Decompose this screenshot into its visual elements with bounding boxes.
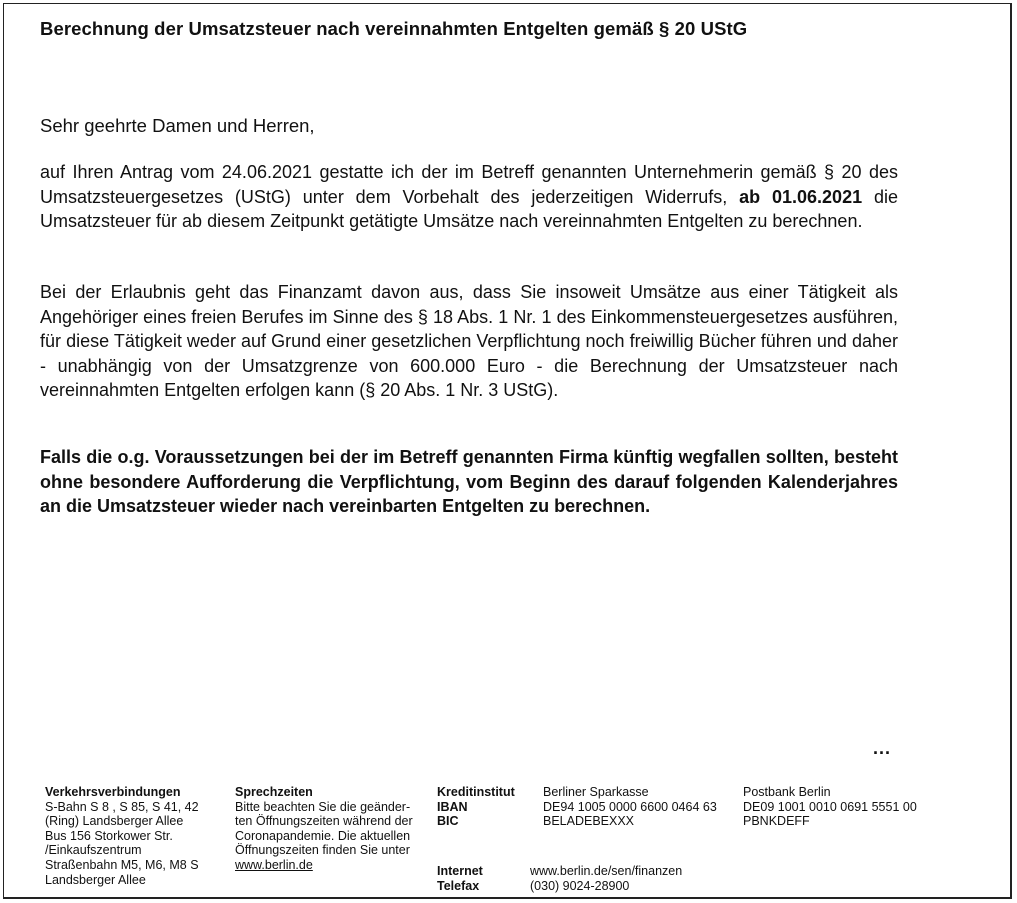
footer-bank-postbank	[743, 785, 917, 829]
footer-office-hours-line: ten Öffnungszeiten während der	[235, 814, 413, 829]
footer-contact-values	[530, 864, 682, 893]
footer-contact-labels	[437, 864, 483, 893]
footer-transport-line: Straßenbahn M5, M6, M8 S	[45, 857, 199, 872]
document-title: Berechnung der Umsatzsteuer nach vereinnahmten Entgelten gemäß § 20 UStG	[40, 18, 748, 39]
footer-bank-value: Postbank Berlin	[743, 785, 831, 799]
footer-bank-sparkasse	[543, 785, 717, 829]
footer-transport-line: S-Bahn S 8 , S 85, S 41, 42	[45, 799, 199, 814]
footer-transport-line: Bus 156 Storkower Str.	[45, 828, 173, 843]
footer-bank-value: DE94 1005 0000 6600 0464 63	[543, 799, 717, 814]
footer-bank-label: BIC	[437, 814, 459, 829]
paragraph-permission-text-a: auf Ihren Antrag vom 24.06.2021 gestatte ich der im Betreff genannten Unternehmerin gemäß § 20 des Umsatzsteuergesetzes (UStG) unter dem Vorbehalt des jederzeitigen Widerrufs,	[40, 162, 898, 207]
footer-fax: (030) 9024-28900	[530, 878, 630, 893]
footer-bank-labels	[437, 785, 515, 829]
paragraph-permission	[40, 160, 898, 234]
footer-contact-label: Telefax	[437, 878, 480, 893]
footer-bank-label: IBAN	[437, 799, 468, 814]
footer-office-hours-link[interactable]: www.berlin.de	[235, 857, 313, 872]
footer-office-hours-line: Öffnungszeiten finden Sie unter	[235, 843, 410, 858]
footer-transport	[45, 785, 220, 887]
footer-transport-heading: Verkehrsverbindungen	[45, 785, 181, 799]
footer-website[interactable]: www.berlin.de/sen/finanzen	[530, 864, 683, 878]
paragraph-conditions: Bei der Erlaubnis geht das Finanzamt davon aus, dass Sie insoweit Umsätze aus einer Tätigkeit als Angehöriger eines freien Berufes im Sinne des § 18 Abs. 1 Nr. 1 des Einkommensteuergesetzes ausführen, für diese Tätigkeit weder auf Grund einer gesetzlichen Verpflichtung noch freiwillig Bücher führen und daher - unabhängig von der Umsatzgrenze von 600.000 Euro - die Berechnung der Umsatzsteuer nach vereinnahmten Entgelten erfolgen kann (§ 20 Abs. 1 Nr. 3 UStG).	[40, 282, 898, 400]
footer-bank-value: BELADEBEXXX	[543, 814, 635, 829]
footer-office-hours-line: Coronapandemie. Die aktuellen	[235, 828, 411, 843]
footer-office-hours	[235, 785, 427, 873]
footer-office-hours-heading: Sprechzeiten	[235, 785, 313, 799]
footer-bank-value: PBNKDEFF	[743, 814, 810, 829]
paragraph-revocation-notice: Falls die o.g. Voraussetzungen bei der im Betreff genannten Firma künftig wegfallen sollten, besteht ohne besondere Aufforderung die Verpflichtung, vom Beginn des darauf folgenden Kalenderjahres an die Umsatzsteuer wieder nach vereinbarten Entgelten zu berechnen.	[40, 447, 898, 516]
effective-date: ab 01.06.2021	[739, 186, 863, 207]
footer-transport-line: Landsberger Allee	[45, 872, 146, 887]
continuation-marker: ...	[873, 738, 892, 758]
footer-contact-label: Internet	[437, 864, 483, 878]
salutation: Sehr geehrte Damen und Herren,	[40, 115, 315, 136]
footer-office-hours-line: Bitte beachten Sie die geänder-	[235, 799, 411, 814]
paragraph-permission-text-b: die Umsatzsteuer für ab diesem Zeitpunkt getätigte Umsätze nach vereinnahmten Entgelten zu berechnen.	[40, 186, 898, 231]
footer-transport-line: /Einkaufszentrum	[45, 843, 142, 858]
footer-bank-value: DE09 1001 0010 0691 5551 00	[743, 799, 917, 814]
footer-bank-label: Kreditinstitut	[437, 785, 515, 799]
footer-bank-value: Berliner Sparkasse	[543, 785, 649, 799]
footer-transport-line: (Ring) Landsberger Allee	[45, 814, 184, 829]
